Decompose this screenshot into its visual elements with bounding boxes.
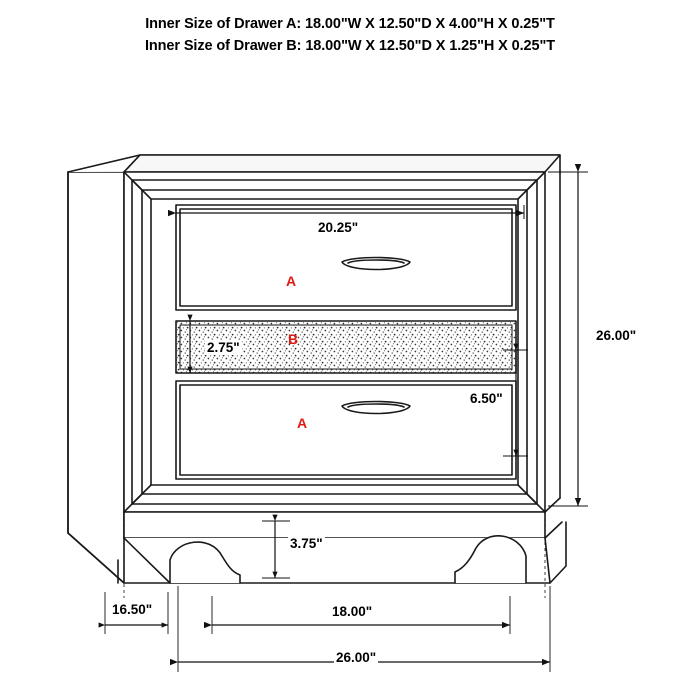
header-line-drawer-b: Inner Size of Drawer B: 18.00"W X 12.50"D X 1.25"H X 0.25"T: [144, 38, 556, 54]
dim-overall-width: 26.00": [336, 650, 377, 665]
drawer-label-b-middle: B: [288, 331, 299, 347]
dim-bottom-drawer-height: 6.50": [470, 391, 503, 406]
dim-leg-height: 3.75": [290, 536, 323, 551]
drawer-label-a-top: A: [286, 273, 297, 289]
dim-inner-width: 18.00": [332, 604, 373, 619]
drawer-label-a-bottom: A: [297, 415, 308, 431]
dim-depth: 16.50": [112, 602, 153, 617]
dim-overall-height: 26.00": [596, 328, 637, 343]
dim-top-drawer-width: 20.25": [318, 220, 359, 235]
header-line-drawer-a: Inner Size of Drawer A: 18.00"W X 12.50"D X 4.00"H X 0.25"T: [145, 16, 555, 32]
dim-middle-drawer-height: 2.75": [207, 340, 240, 355]
